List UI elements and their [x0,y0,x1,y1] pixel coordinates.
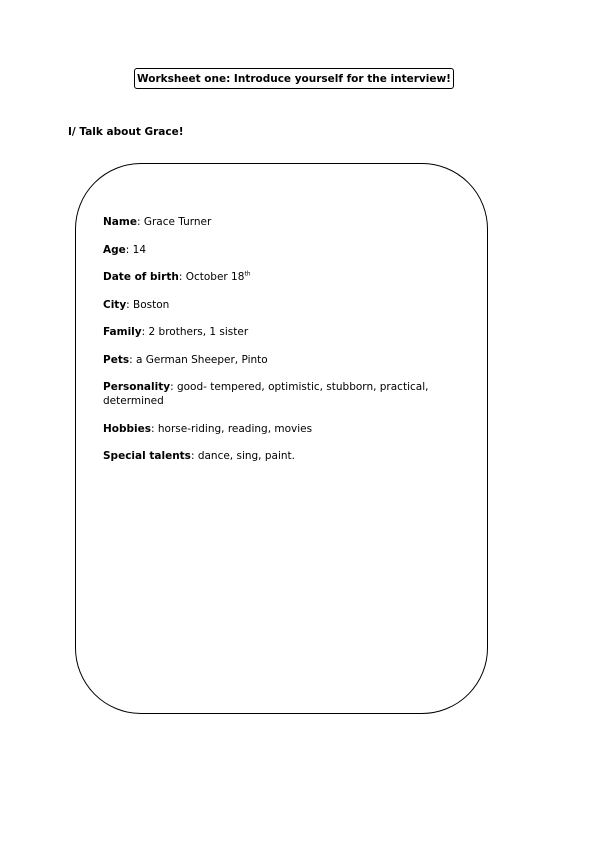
field-date-of-birth-label: Date of birth [103,271,179,283]
field-pets-value: : a German Sheeper, Pinto [129,353,268,366]
field-personality [103,380,443,408]
field-family-label: Family [103,326,142,338]
field-name-value: : Grace Turner [136,216,212,228]
field-age-value: : 14 [125,243,147,256]
field-hobbies-label: Hobbies [103,422,152,435]
field-special-talents-value: : dance, sing, paint. [190,450,295,462]
field-pets [103,353,443,367]
section-heading: I/ Talk about Grace! [68,126,184,138]
field-city-value: : Boston [126,298,170,311]
field-date-of-birth-value: : October 18 [178,271,245,283]
profile-field-list [103,215,443,477]
field-personality-value: : good- tempered, optimistic, stubborn, practical, determined [103,381,429,407]
field-date-of-birth-suffix: th [244,270,251,278]
field-name-label: Name [103,216,137,228]
worksheet-title-box [134,68,454,89]
field-pets-label: Pets [103,353,130,366]
field-age-label: Age [103,243,126,256]
field-special-talents-label: Special talents [103,450,191,462]
field-family [103,325,443,339]
worksheet-title: Worksheet one: Introduce yourself for the interview! [137,72,451,85]
field-name [103,215,443,229]
field-city [103,298,443,312]
field-date-of-birth [103,270,443,284]
field-city-label: City [103,298,127,311]
field-family-value: : 2 brothers, 1 sister [141,326,249,338]
field-special-talents [103,449,443,463]
field-hobbies [103,422,443,436]
field-age [103,243,443,257]
field-hobbies-value: : horse-riding, reading, movies [151,422,313,435]
field-personality-label: Personality [103,381,171,393]
